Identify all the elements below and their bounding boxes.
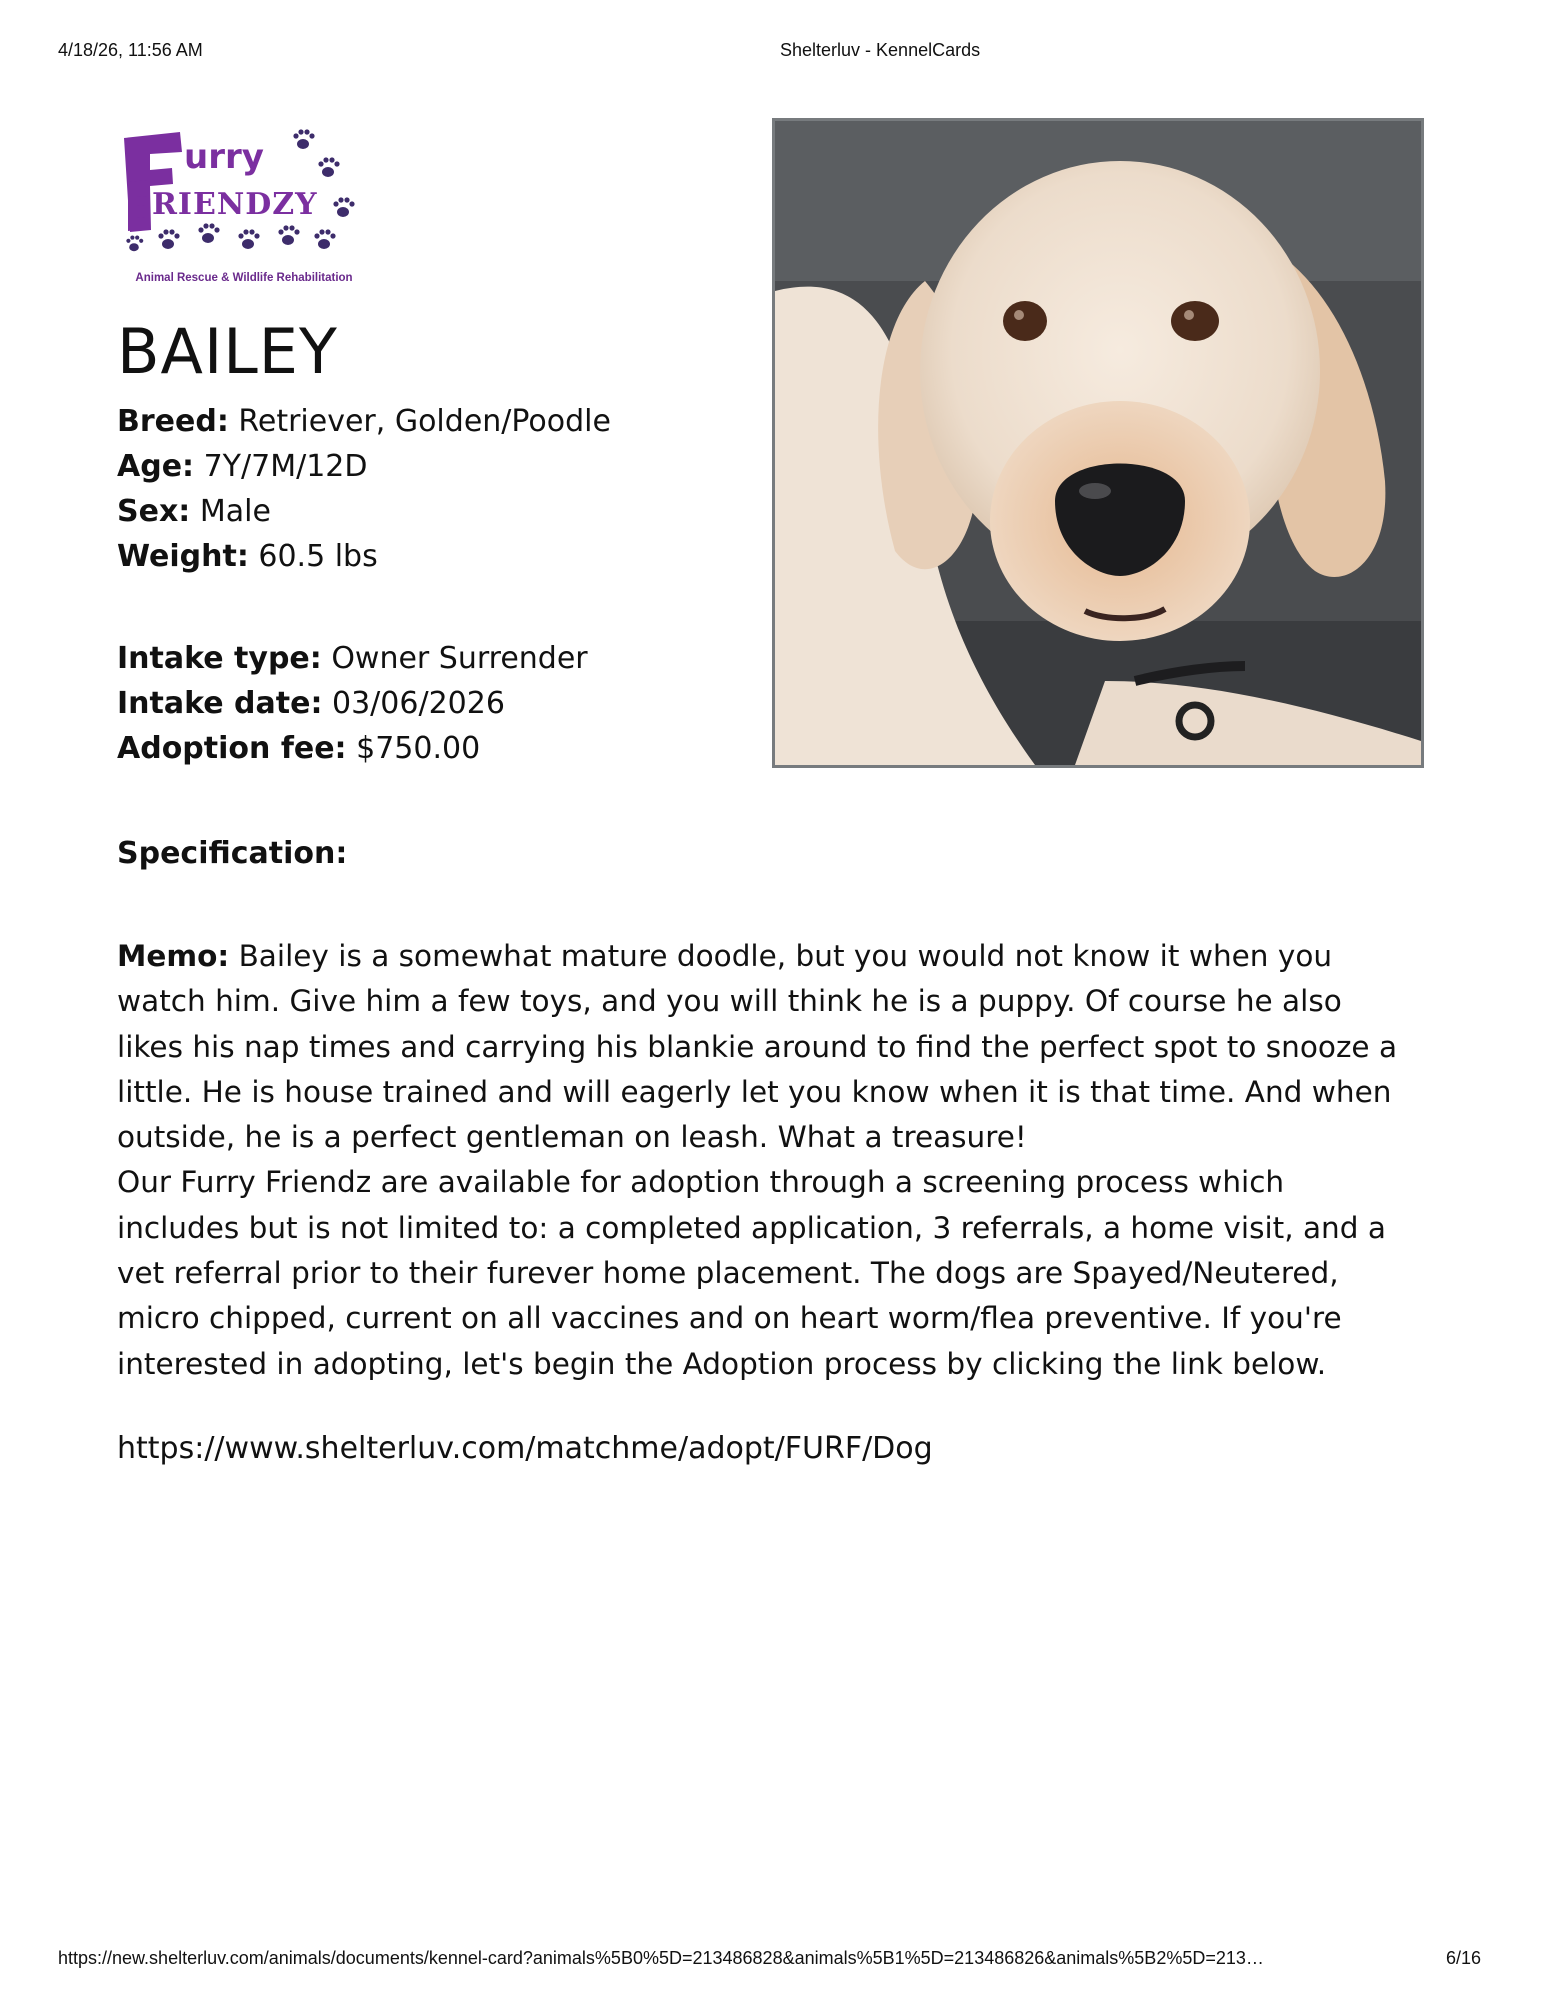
weight-label: Weight: [117,539,249,574]
sex-field [117,494,271,529]
adoption-fee-value: $750.00 [356,731,481,766]
intake-date-field [117,686,505,721]
furry-friendz-logo [118,118,368,294]
weight-field [117,539,378,574]
animal-photo [772,118,1424,768]
logo-line1: urry [184,137,264,177]
sex-value: Male [199,494,271,529]
age-field [117,449,367,484]
animal-name: BAILEY [117,315,338,388]
breed-label: Breed: [117,404,229,439]
memo-section [117,934,1407,1387]
sex-label: Sex: [117,494,191,529]
intake-date-label: Intake date: [117,686,323,721]
intake-type-label: Intake type: [117,641,322,676]
memo-label: Memo: [117,939,230,973]
print-page-number: 6/16 [1446,1948,1482,1968]
breed-field [117,404,611,439]
intake-type-field [117,641,588,676]
print-page-title: Shelterluv - KennelCards [780,40,981,60]
intake-date-value: 03/06/2026 [332,686,505,721]
weight-value: 60.5 lbs [258,539,378,574]
dog-photo-icon [775,121,1421,765]
adoption-fee-label: Adoption fee: [117,731,347,766]
age-value: 7Y/7M/12D [203,449,368,484]
memo-text-1: Bailey is a somewhat mature doodle, but you would not know it when you watch him. Give him a few toys, and you will think he is a puppy. Of course he also likes his nap times and carrying his blankie around to find the perfect spot to snooze a little. He is house trained and will eagerly let you know when it is that time. And when outside, he is a perfect gentleman on leash. What a treasure! [117,939,1398,1155]
adoption-fee-field [117,731,480,766]
memo-paragraph-2: Our Furry Friendz are available for adoption through a screening process which includes but is not limited to: a completed application, 3 referrals, a home visit, and a vet referral prior to their furever home placement. The dogs are Spayed/Neutered, micro chipped, current on all vaccines and on heart worm/flea preventive. If you're interested in adopting, let's begin the Adoption process by clicking the link below. [117,1165,1386,1381]
age-label: Age: [117,449,195,484]
breed-value: Retriever, Golden/Poodle [238,404,611,439]
print-url: https://new.shelterluv.com/animals/documents/kennel-card?animals%5B0%5D=213486828&animals%5B1%5D=213486826&animals%5B2%5D=213… [58,1948,1264,1968]
logo-graphic-icon [118,118,368,268]
adopt-link[interactable]: https://www.shelterluv.com/matchme/adopt/FURF/Dog [117,1431,933,1466]
print-datetime: 4/18/26, 11:56 AM [58,40,203,60]
specification-label: Specification: [117,836,348,871]
memo-paragraph-1 [117,934,1407,1160]
logo-line2: RIENDZY [152,187,318,222]
logo-caption: Animal Rescue & Wildlife Rehabilitation [135,272,353,284]
intake-type-value: Owner Surrender [331,641,588,676]
